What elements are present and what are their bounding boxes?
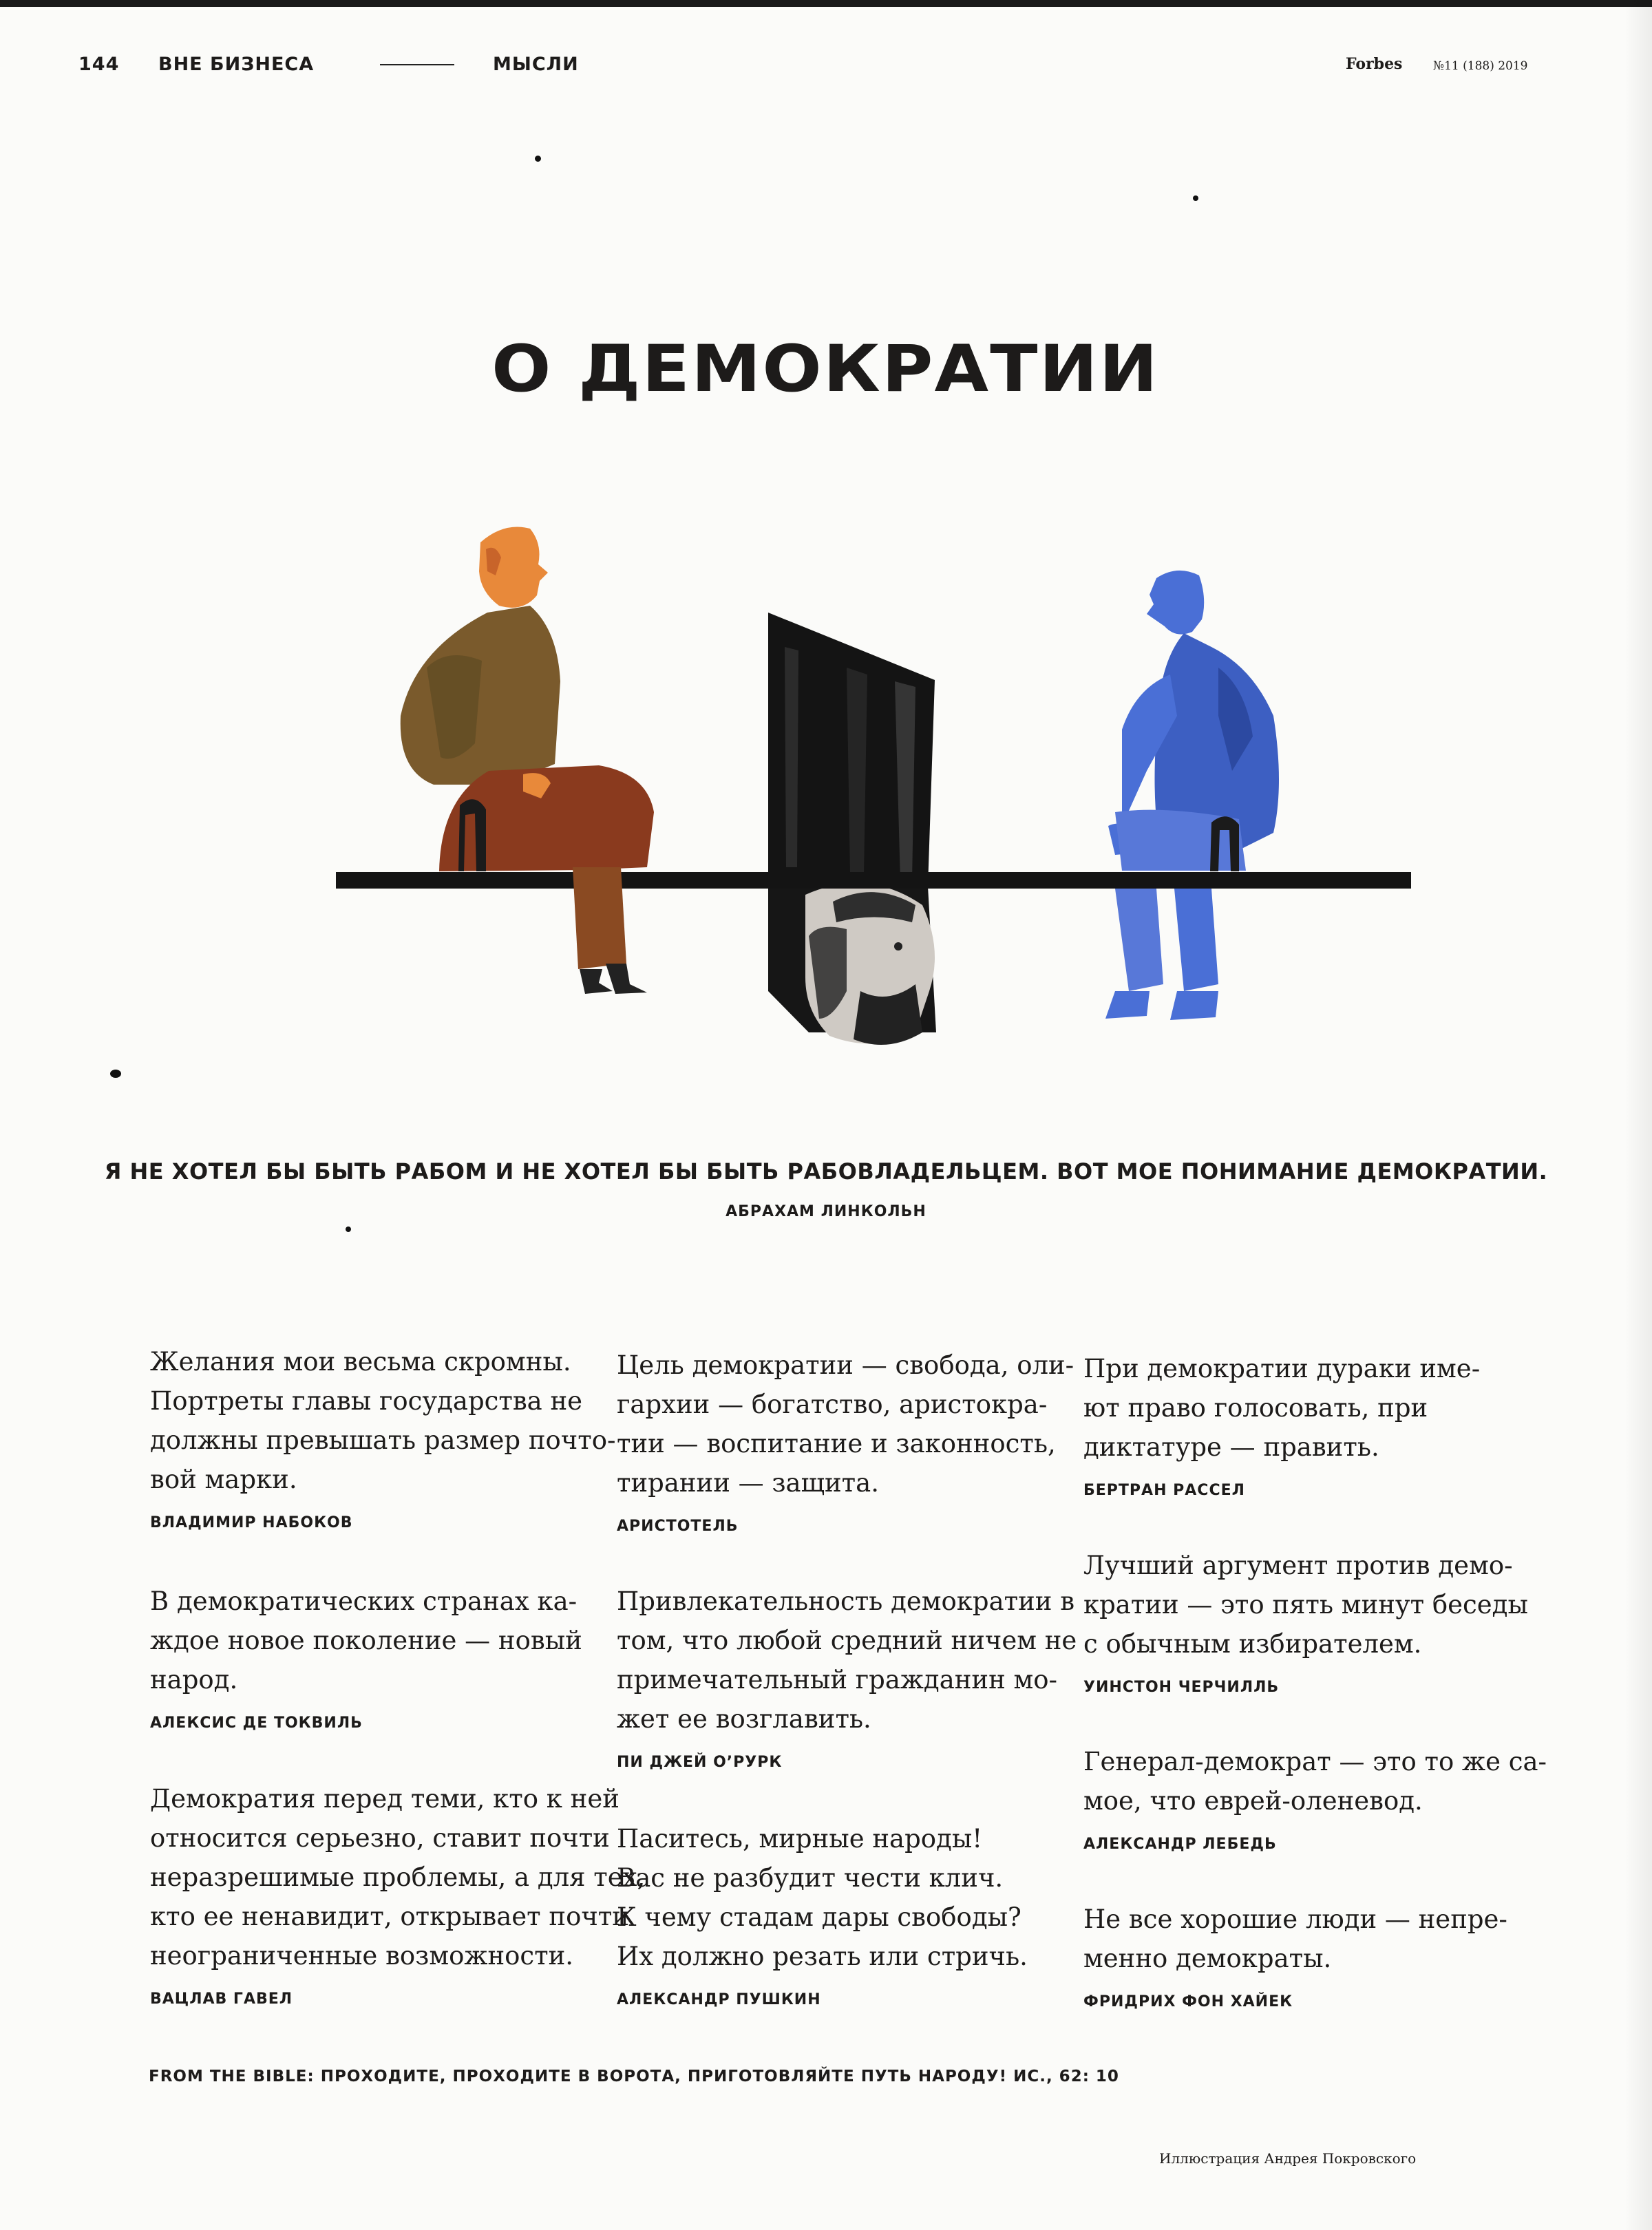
scan-speck <box>1193 195 1198 201</box>
scan-top-edge <box>0 0 1652 7</box>
quote-block <box>150 1582 591 1732</box>
scan-speck <box>535 156 541 162</box>
quote-text: Лучший аргумент против демо- кратии — это пять минут беседы с обычным избирателем. <box>1083 1551 1528 1659</box>
quote-author: АЛЕКСАНДР ЛЕБЕДЬ <box>1083 1836 1277 1853</box>
quote-text: Цель демократии — свобода, оли- гархии — богатство, аристокра- тии — воспитание и законность, тирании — защита. <box>617 1350 1074 1498</box>
quote-author: ВАЦЛАВ ГАВЕЛ <box>150 1990 293 2008</box>
page-number: 144 <box>78 54 120 75</box>
scan-speck <box>346 1226 351 1232</box>
seesaw-illustration <box>324 509 1425 1060</box>
scan-speck <box>110 1070 121 1078</box>
quote-block <box>1083 1546 1528 1696</box>
issue-number: №11 (188) 2019 <box>1433 59 1528 73</box>
section-label: ВНЕ БИЗНЕСА <box>158 54 315 75</box>
bible-quote: FROM THE BIBLE: ПРОХОДИТЕ, ПРОХОДИТЕ В ВОРОТА, ПРИГОТОВЛЯЙТЕ ПУТЬ НАРОДУ! ИС., 62: 10 <box>149 2068 1119 2085</box>
lead-quote: Я НЕ ХОТЕЛ БЫ БЫТЬ РАБОМ И НЕ ХОТЕЛ БЫ БЫТЬ РАБОВЛАДЕЛЬЦЕМ. ВОТ МОЕ ПОНИМАНИЕ ДЕМОКРАТИИ. <box>104 1158 1548 1185</box>
quote-text: При демократии дураки име- ют право голосовать, при диктатуре — править. <box>1083 1354 1481 1462</box>
magazine-name: Forbes <box>1346 55 1403 73</box>
quote-block <box>1083 1900 1524 2010</box>
quote-author: БЕРТРАН РАССЕЛ <box>1083 1482 1245 1499</box>
quote-text: Привлекательность демократии в том, что любой средний ничем не примечательный гражданин мо- жет ее возглавить. <box>617 1586 1077 1734</box>
page-title: О ДЕМОКРАТИИ <box>491 332 1159 407</box>
lead-quote-author: АБРАХАМ ЛИНКОЛЬН <box>726 1203 926 1220</box>
quote-block <box>150 1779 646 2008</box>
quote-author: АЛЕКСИС ДЕ ТОКВИЛЬ <box>150 1714 363 1732</box>
quote-text: Не все хорошие люди — непре- менно демократы. <box>1083 1904 1507 1973</box>
quote-block <box>150 1342 616 1531</box>
quote-author: ФРИДРИХ ФОН ХАЙЕК <box>1083 1993 1293 2010</box>
quote-author: АЛЕКСАНДР ПУШКИН <box>617 1991 821 2008</box>
right-figure <box>1105 571 1279 1020</box>
quote-block <box>617 1819 1057 2008</box>
quote-block <box>617 1582 1077 1771</box>
quote-text: Генерал-демократ — это то же са- мое, что еврей-оленевод. <box>1083 1747 1547 1816</box>
quote-author: УИНСТОН ЧЕРЧИЛЛЬ <box>1083 1679 1280 1696</box>
subsection-label: МЫСЛИ <box>493 54 579 75</box>
illustration-credit: Иллюстрация Андрея Покровского <box>1159 2150 1417 2167</box>
lincoln-head <box>805 883 935 1045</box>
quote-text: Желания мои весьма скромны. Портреты главы государства не должны превышать размер почто- вой марки. <box>150 1347 616 1494</box>
header-rule <box>380 64 454 65</box>
quote-author: ВЛАДИМИР НАБОКОВ <box>150 1514 353 1531</box>
quote-author: АРИСТОТЕЛЬ <box>617 1518 739 1535</box>
left-figure <box>401 527 654 995</box>
quote-block <box>1083 1349 1524 1499</box>
seesaw-beam <box>336 872 1411 889</box>
quote-text: Демократия перед теми, кто к ней относится серьезно, ставит почти неразрешимые проблемы, а для тех, кто ее ненавидит, открывает почти неограниченные возможности. <box>150 1784 646 1971</box>
quote-text: В демократических странах ка- ждое новое поколение — новый народ. <box>150 1586 582 1695</box>
quote-block <box>1083 1742 1547 1853</box>
quote-author: ПИ ДЖЕЙ О’РУРК <box>617 1754 783 1771</box>
quote-block <box>617 1346 1074 1535</box>
quote-text: Паситесь, мирные народы! Вас не разбудит чести клич. К чему стадам дары свободы? Их должно резать или стричь. <box>617 1824 1028 1971</box>
